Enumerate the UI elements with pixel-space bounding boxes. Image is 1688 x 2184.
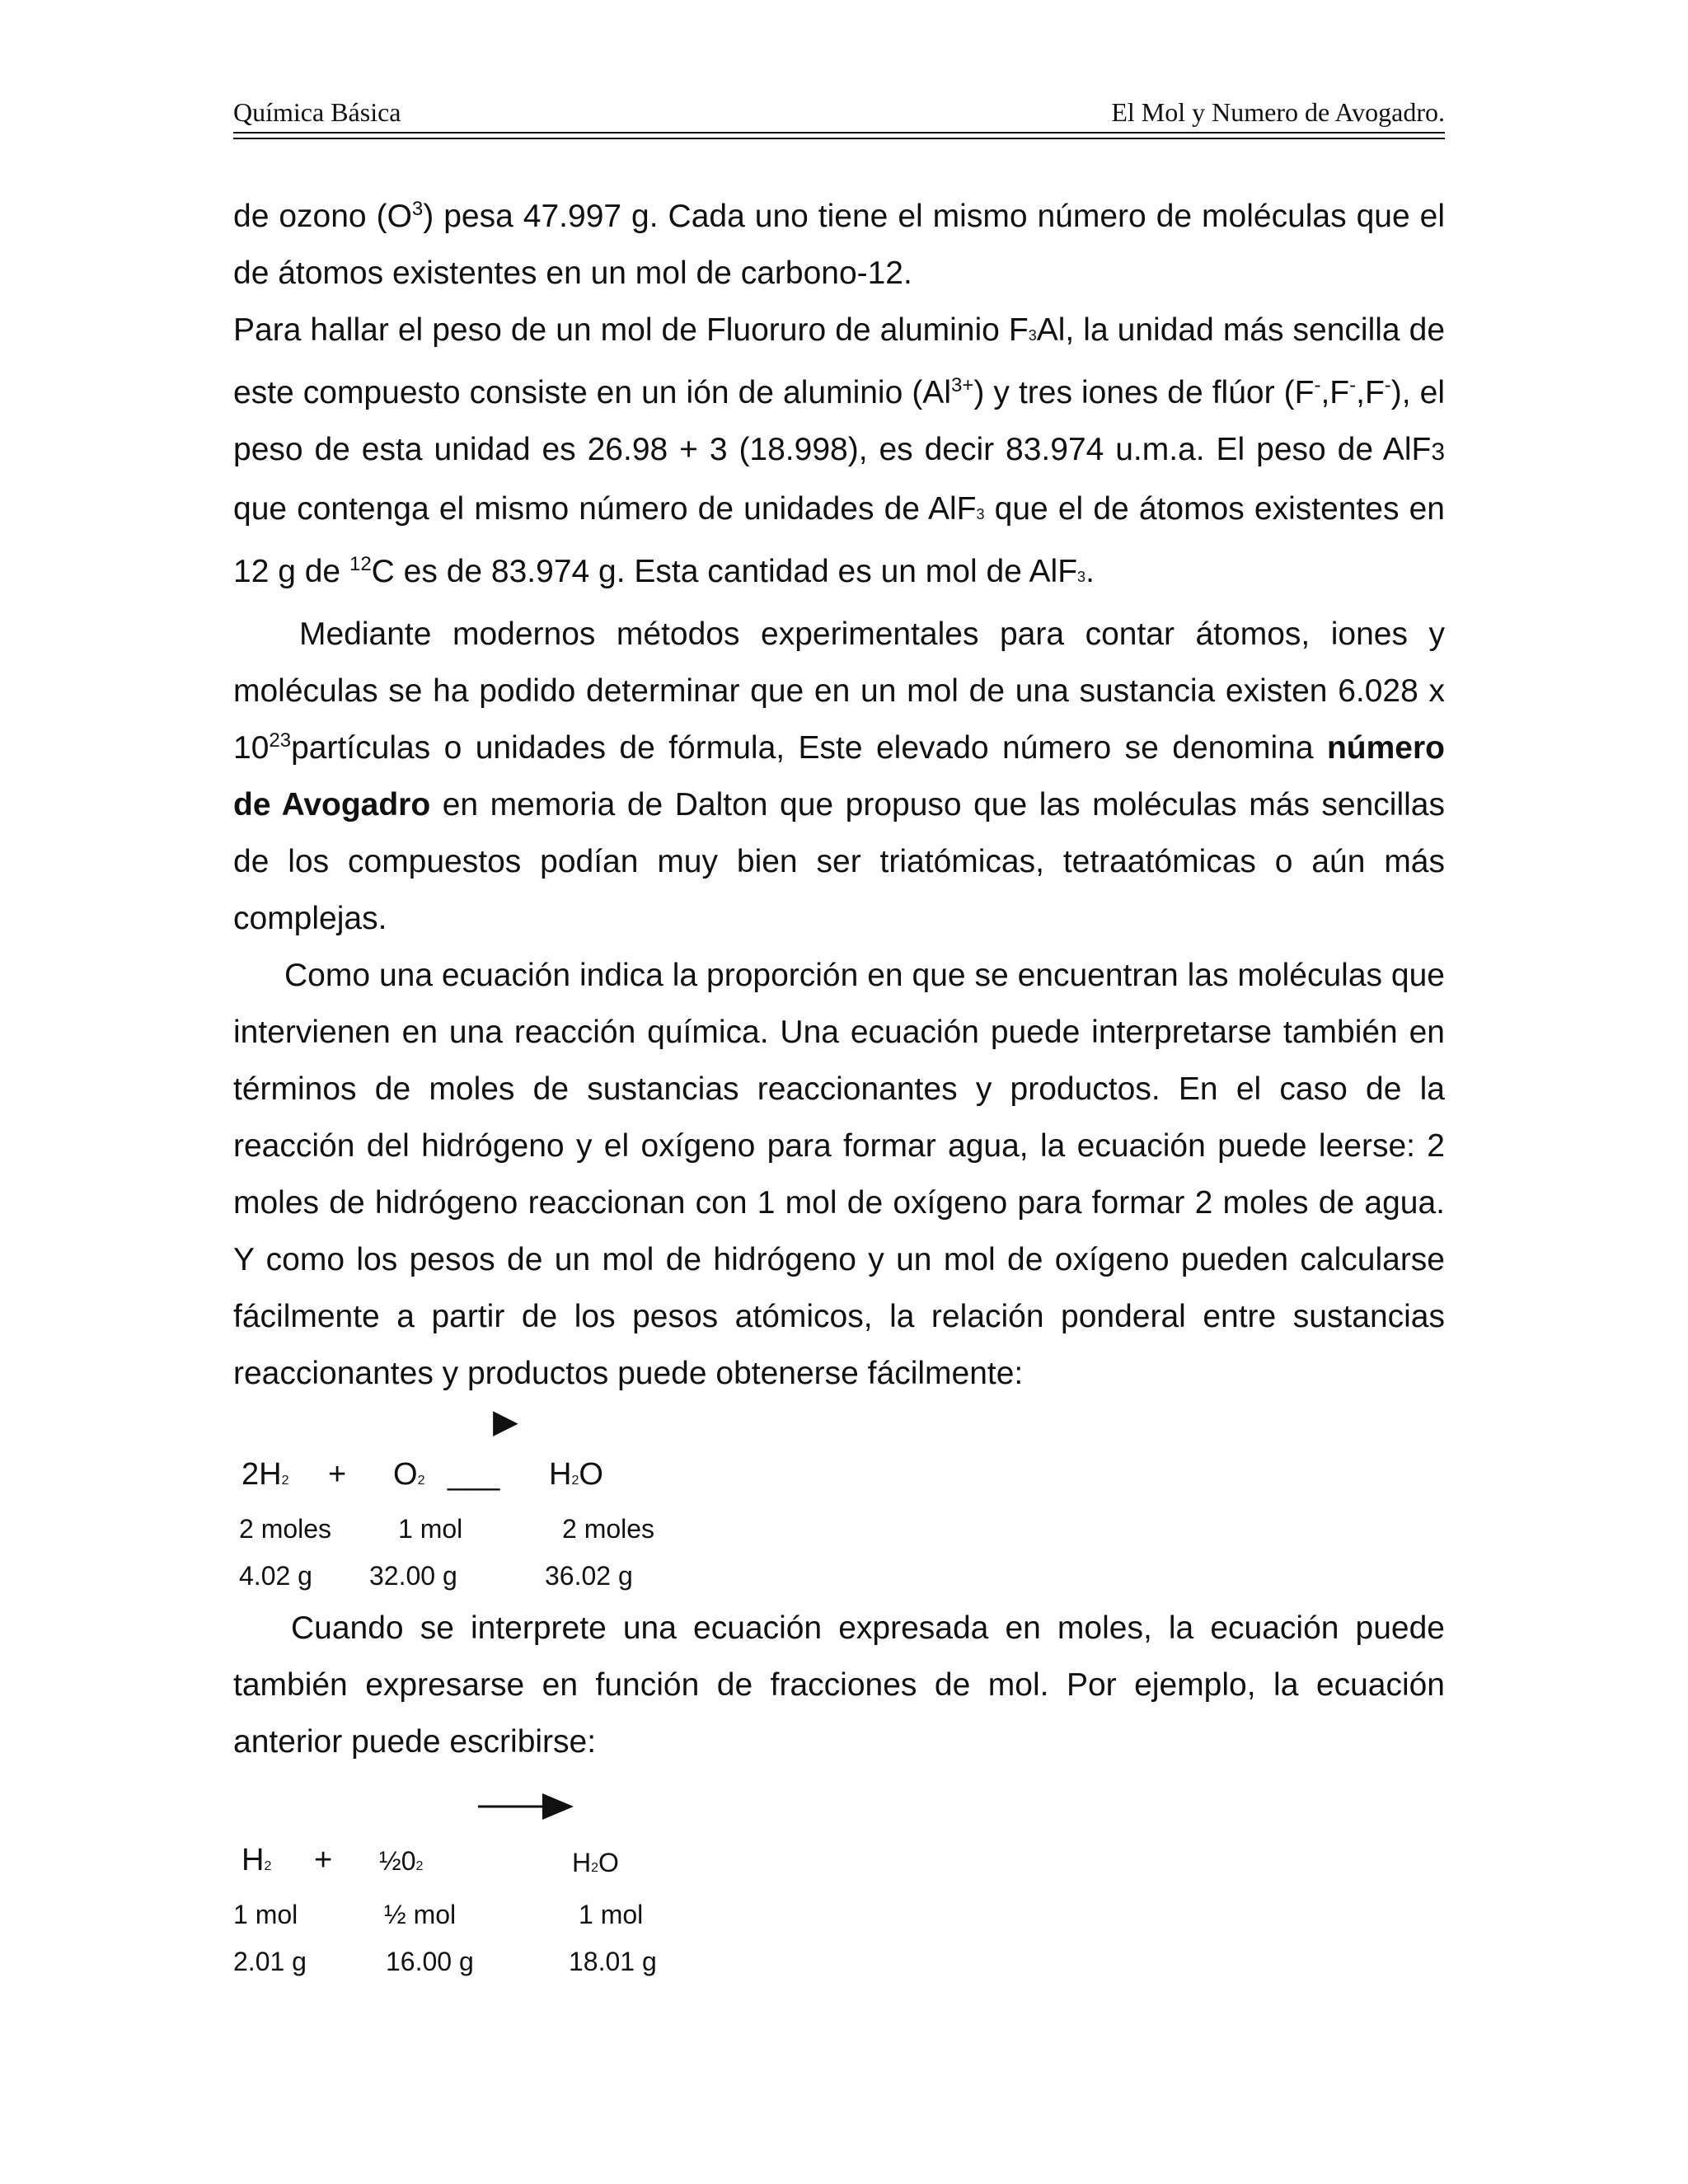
equation-2-plus: + bbox=[314, 1843, 333, 1877]
subscript: 2 bbox=[417, 1474, 425, 1488]
subscript: 2 bbox=[415, 1859, 424, 1873]
text-run: de ozono (O bbox=[233, 199, 412, 234]
equation-1-plus: + bbox=[328, 1457, 347, 1492]
equation-2-reactant-h2 bbox=[241, 1843, 271, 1878]
paragraph-mole-fractions: Cuando se interprete una ecuación expresada en moles, la ecuación puede también expresarse en función de fracciones de mol. Por ejemplo, la ecuación anterior puede escribirse: bbox=[233, 1610, 1445, 1760]
text-run: O bbox=[598, 1848, 619, 1877]
equation-1-grams-o2: 32.00 g bbox=[369, 1561, 457, 1591]
text-run: partículas o unidades de fórmula, Este elevado número se denomina bbox=[291, 730, 1327, 766]
equation-1-reactant-h2 bbox=[241, 1457, 288, 1493]
equation-1-product-h2o bbox=[549, 1457, 603, 1493]
equation-2-grams-h2o: 18.01 g bbox=[569, 1947, 657, 1976]
text-run: ) pesa 47.997 g. Cada uno tiene el mismo número de moléculas que el de átomos existentes en un mol de carbono-12. bbox=[233, 199, 1445, 291]
text-run: H bbox=[241, 1843, 265, 1877]
equation-2-moles-h2o: 1 mol bbox=[579, 1900, 644, 1929]
arrow-head bbox=[542, 1793, 574, 1820]
equation-1-moles-h2: 2 moles bbox=[239, 1514, 332, 1544]
paragraph-equation-intro: Como una ecuación indica la proporción en que se encuentran las moléculas que intervienen en una reacción química. Una ecuación puede interpretarse también en términos de moles de sustancias reaccionantes y productos. En el caso de la reacción del hidrógeno y el oxígeno para formar agua, la ecuación puede leerse: 2 moles de hidrógeno reaccionan con 1 mol de oxígeno para formar 2 moles de agua. Y como los pesos de un mol de hidrógeno y un mol de oxígeno pueden calcularse fácilmente a partir de los pesos atómicos, la relación ponderal entre sustancias reaccionantes y productos puede obtenerse fácilmente: bbox=[233, 958, 1445, 1391]
text-run: O bbox=[393, 1457, 418, 1492]
text-run: C es de 83.974 g. Esta cantidad es un mol de AlF bbox=[371, 554, 1078, 589]
superscript: - bbox=[1314, 374, 1321, 396]
equation-1-grams-h2o: 36.02 g bbox=[545, 1561, 633, 1591]
document-body bbox=[233, 188, 1445, 1402]
bold-term: número de Avogadro bbox=[233, 730, 1445, 823]
equation-2-moles-o2: ½ mol bbox=[384, 1900, 457, 1929]
paragraph-avogadro bbox=[233, 606, 1445, 947]
text-run: Para hallar el peso de un mol de Fluoruro de aluminio F bbox=[233, 312, 1029, 348]
text-run: ,F bbox=[1320, 375, 1350, 410]
text-run: O bbox=[579, 1457, 603, 1492]
page-header bbox=[233, 97, 1445, 128]
text-run: 2H bbox=[241, 1457, 282, 1492]
equation-1-moles-h2o: 2 moles bbox=[562, 1514, 655, 1544]
equation-1-line: ___ bbox=[448, 1457, 500, 1492]
equation-1-reactant-o2 bbox=[393, 1457, 424, 1493]
header-right-title: El Mol y Numero de Avogadro. bbox=[1111, 97, 1445, 127]
header-left-title: Química Básica bbox=[233, 97, 401, 127]
text-run: que contenga el mismo número de unidades de AlF bbox=[233, 491, 977, 527]
equation-1-grams-h2: 4.02 g bbox=[239, 1561, 312, 1591]
arrow-icon: ▶ bbox=[493, 1404, 518, 1440]
text-run: en memoria de Dalton que propuso que las moléculas más sencillas de los compuestos podían muy bien ser triatómicas, tetraatómicas o aún más complejas. bbox=[233, 787, 1445, 936]
text-run: que el de átomos existentes en 12 g de bbox=[233, 491, 1445, 589]
subscript: 2 bbox=[571, 1474, 579, 1488]
subscript: 2 bbox=[264, 1859, 272, 1873]
arrow-icon bbox=[478, 1790, 575, 1823]
superscript: 23 bbox=[269, 729, 292, 752]
subscript: 3 bbox=[1028, 327, 1037, 344]
equation-2-product-h2o bbox=[572, 1848, 619, 1878]
superscript: 12 bbox=[349, 553, 372, 575]
inline-digit: 3 bbox=[1431, 438, 1445, 466]
equation-2-grams-h2: 2.01 g bbox=[233, 1947, 307, 1976]
text-run: H bbox=[549, 1457, 572, 1492]
text-run: H bbox=[572, 1848, 592, 1877]
equation-2-reactant-half-o2 bbox=[379, 1846, 423, 1877]
text-run: Mediante modernos métodos experimentales para contar átomos, iones y moléculas se ha podido determinar que en un mol de una sustancia existen 6.028 x 10 bbox=[233, 616, 1445, 766]
superscript: 3+ bbox=[951, 374, 974, 396]
equation-2-grams-o2: 16.00 g bbox=[386, 1947, 474, 1976]
text-run: ) y tres iones de flúor (F bbox=[973, 375, 1315, 410]
header-rule-bottom bbox=[233, 138, 1445, 139]
subscript: 3 bbox=[1077, 569, 1086, 585]
superscript: - bbox=[1384, 374, 1391, 396]
text-run: ), el peso de esta unidad es 26.98 + 3 (18.998), es decir 83.974 u.m.a. El peso de AlF bbox=[233, 375, 1446, 467]
text-run: ½0 bbox=[379, 1846, 416, 1876]
text-run: Al, la unidad más sencilla de este compuesto consiste en un ión de aluminio (Al bbox=[233, 312, 1446, 410]
header-rule-top bbox=[233, 132, 1445, 134]
equation-2-moles-h2: 1 mol bbox=[233, 1900, 298, 1929]
subscript: 3 bbox=[976, 506, 985, 523]
subscript: 2 bbox=[591, 1861, 599, 1875]
document-body-continued bbox=[233, 1600, 1445, 1770]
text-run: . bbox=[1085, 554, 1095, 589]
paragraph-aluminium-fluoride bbox=[233, 302, 1445, 606]
paragraph-ozone bbox=[233, 188, 1445, 302]
text-run: ,F bbox=[1356, 375, 1385, 410]
superscript: - bbox=[1349, 374, 1357, 396]
equation-1-moles-o2: 1 mol bbox=[398, 1514, 463, 1544]
subscript: 2 bbox=[281, 1474, 289, 1488]
superscript: 3 bbox=[411, 198, 424, 220]
